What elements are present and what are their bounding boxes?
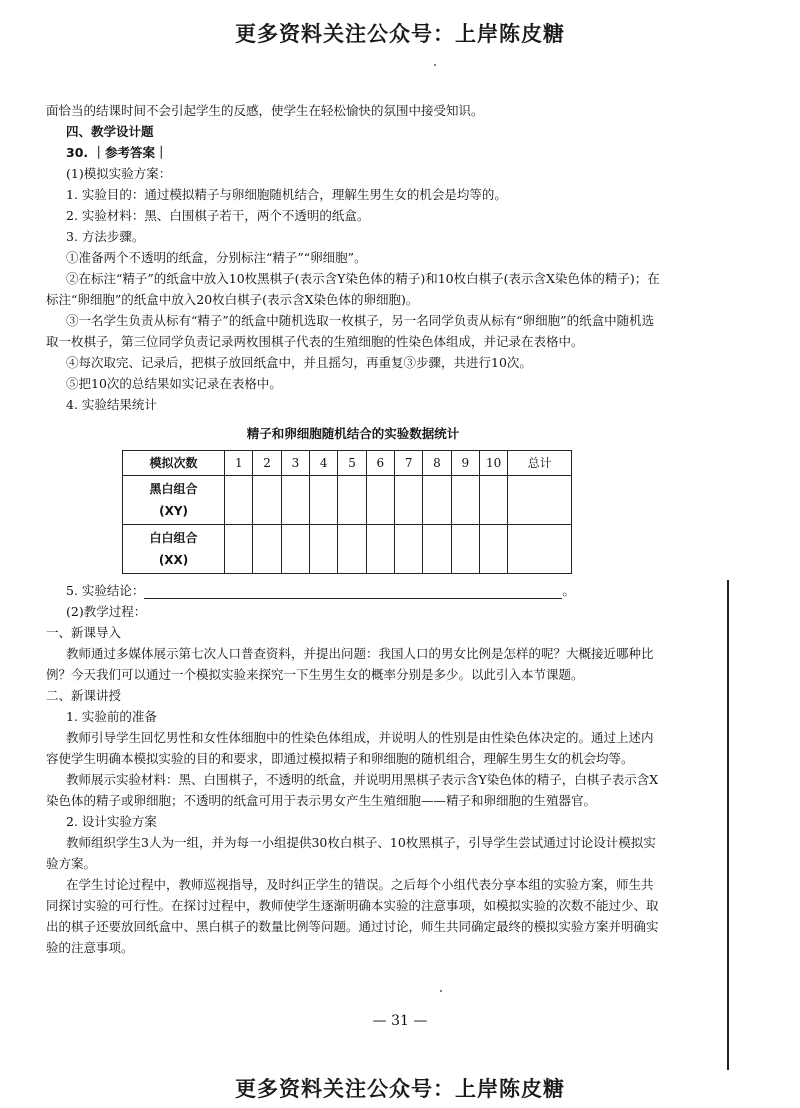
text-paragraph: 教师展示实验材料：黑、白围棋子，不透明的纸盒，并说明用黑棋子表示含Y染色体的精子，白棋子表示含X染色体的精子或卵细胞；不透明的纸盒可用于表示男女产生生殖细胞——精子和卵细胞的生殖器官。 — [46, 772, 659, 808]
table-title: 精子和卵细胞随机结合的实验数据统计 — [246, 426, 460, 441]
row-label-main: 黑白组合 — [149, 482, 198, 496]
document-body — [46, 100, 660, 958]
table-cell — [423, 476, 451, 525]
table-col-header: 3 — [281, 451, 309, 476]
page-number: — 31 — — [372, 1013, 428, 1029]
table-cell — [451, 525, 479, 574]
text-paragraph: 在学生讨论过程中，教师巡视指导，及时纠正学生的错误。之后每个小组代表分享本组的实验方案，师生共同探讨实验的可行性。在探讨过程中，教师使学生逐渐明确本实验的注意事项，如模拟实验的次数不能过少、取出的棋子还要放回纸盒中、黑白棋子的数量比例等问题。通过讨论，师生共同确定最终的模拟实验方案并明确实验的注意事项。 — [46, 877, 659, 955]
page-header-watermark: 更多资料关注公众号：上岸陈皮糖 — [235, 22, 565, 46]
question-number: 30. ｜参考答案｜ — [66, 145, 168, 160]
text-line: 3. 方法步骤。 — [66, 229, 145, 244]
text-line: 2. 实验材料：黑、白围棋子若干，两个不透明的纸盒。 — [66, 208, 370, 223]
part-heading: (2)教学过程： — [66, 604, 147, 619]
text-paragraph: ②在标注“精子”的纸盒中放入10枚黑棋子(表示含Y染色体的精子)和10枚白棋子(表示含X染色体的精子)；在标注“卵细胞”的纸盒中放入20枚白棋子(表示含X染色体的卵细胞)。 — [46, 271, 660, 307]
section-heading: 一、新课导入 — [46, 625, 122, 640]
part-heading: (1)模拟实验方案： — [66, 166, 172, 181]
text-line: 4. 实验结果统计 — [66, 397, 157, 412]
table-cell — [479, 476, 507, 525]
row-label-sub: (XX) — [158, 553, 189, 567]
conclusion-label: 5. 实验结论： — [66, 583, 145, 598]
answer-blank — [144, 584, 562, 599]
table-col-header: 2 — [253, 451, 281, 476]
table-cell — [225, 525, 253, 574]
scan-speck — [440, 990, 442, 992]
table-cell — [338, 476, 366, 525]
table-cell — [281, 476, 309, 525]
table-total-header: 总计 — [508, 451, 572, 476]
table-header-row — [123, 451, 572, 476]
text-line: 面恰当的结课时间不会引起学生的反感，使学生在轻松愉快的氛围中接受知识。 — [46, 103, 484, 118]
conclusion-end: 。 — [562, 583, 575, 598]
table-cell — [423, 525, 451, 574]
scan-speck — [434, 64, 436, 66]
page-footer-watermark: 更多资料关注公众号：上岸陈皮糖 — [235, 1077, 565, 1101]
table-cell — [479, 525, 507, 574]
table-col-header: 4 — [310, 451, 338, 476]
table-cell — [508, 525, 572, 574]
table-row-label — [123, 525, 225, 574]
table-cell — [253, 476, 281, 525]
table-cell — [366, 476, 394, 525]
text-line: ⑤把10次的总结果如实记录在表格中。 — [66, 376, 282, 391]
subsection-heading: 1. 实验前的准备 — [66, 709, 157, 724]
text-paragraph: ③一名学生负责从标有“精子”的纸盒中随机选取一枚棋子，另一名同学负责从标有“卵细胞”的纸盒中随机选取一枚棋子，第三位同学负责记录两枚围棋子代表的生殖细胞的性染色体组成，并记录在表格中。 — [46, 313, 655, 349]
experiment-data-table — [122, 450, 572, 574]
table-cell — [281, 525, 309, 574]
table-cell — [338, 525, 366, 574]
table-cell — [395, 525, 423, 574]
scan-edge-line — [727, 580, 729, 1070]
table-col-header: 8 — [423, 451, 451, 476]
table-cell — [225, 476, 253, 525]
table-cell — [508, 476, 572, 525]
table-col-header: 9 — [451, 451, 479, 476]
table-col-header: 10 — [479, 451, 507, 476]
text-paragraph: 教师通过多媒体展示第七次人口普查资料，并提出问题：我国人口的男女比例是怎样的呢？大概接近哪种比例？今天我们可以通过一个模拟实验来探究一下生男生女的概率分别是多少。以此引入本节课题。 — [46, 646, 654, 682]
table-row-label — [123, 476, 225, 525]
table-cell — [451, 476, 479, 525]
text-line: ①准备两个不透明的纸盒，分别标注“精子”“卵细胞”。 — [66, 250, 367, 265]
section-heading: 二、新课讲授 — [46, 688, 122, 703]
text-paragraph: 教师组织学生3人为一组，并为每一小组提供30枚白棋子、10枚黑棋子，引导学生尝试通过讨论设计模拟实验方案。 — [46, 835, 656, 871]
row-label-sub: (XY) — [159, 504, 189, 518]
text-paragraph: 教师引导学生回忆男性和女性体细胞中的性染色体组成，并说明人的性别是由性染色体决定的。通过上述内容使学生明确本模拟实验的目的和要求，即通过模拟精子和卵细胞的随机组合，理解生男生女的机会均等。 — [46, 730, 654, 766]
table-row — [123, 525, 572, 574]
table-col-header: 1 — [225, 451, 253, 476]
table-col-header: 6 — [366, 451, 394, 476]
subsection-heading: 2. 设计实验方案 — [66, 814, 157, 829]
table-col-header: 5 — [338, 451, 366, 476]
text-line: ④每次取完、记录后，把棋子放回纸盒中，并且摇匀，再重复③步骤，共进行10次。 — [66, 355, 532, 370]
table-row — [123, 476, 572, 525]
table-cell — [310, 525, 338, 574]
table-cell — [310, 476, 338, 525]
table-cell — [366, 525, 394, 574]
conclusion-line — [46, 580, 660, 601]
row-label-main: 白白组合 — [149, 531, 198, 545]
table-cell — [253, 525, 281, 574]
table-cell — [395, 476, 423, 525]
table-header-label: 模拟次数 — [123, 451, 225, 476]
section-heading: 四、教学设计题 — [66, 124, 154, 139]
table-col-header: 7 — [395, 451, 423, 476]
text-line: 1. 实验目的：通过模拟精子与卵细胞随机结合，理解生男生女的机会是均等的。 — [66, 187, 507, 202]
